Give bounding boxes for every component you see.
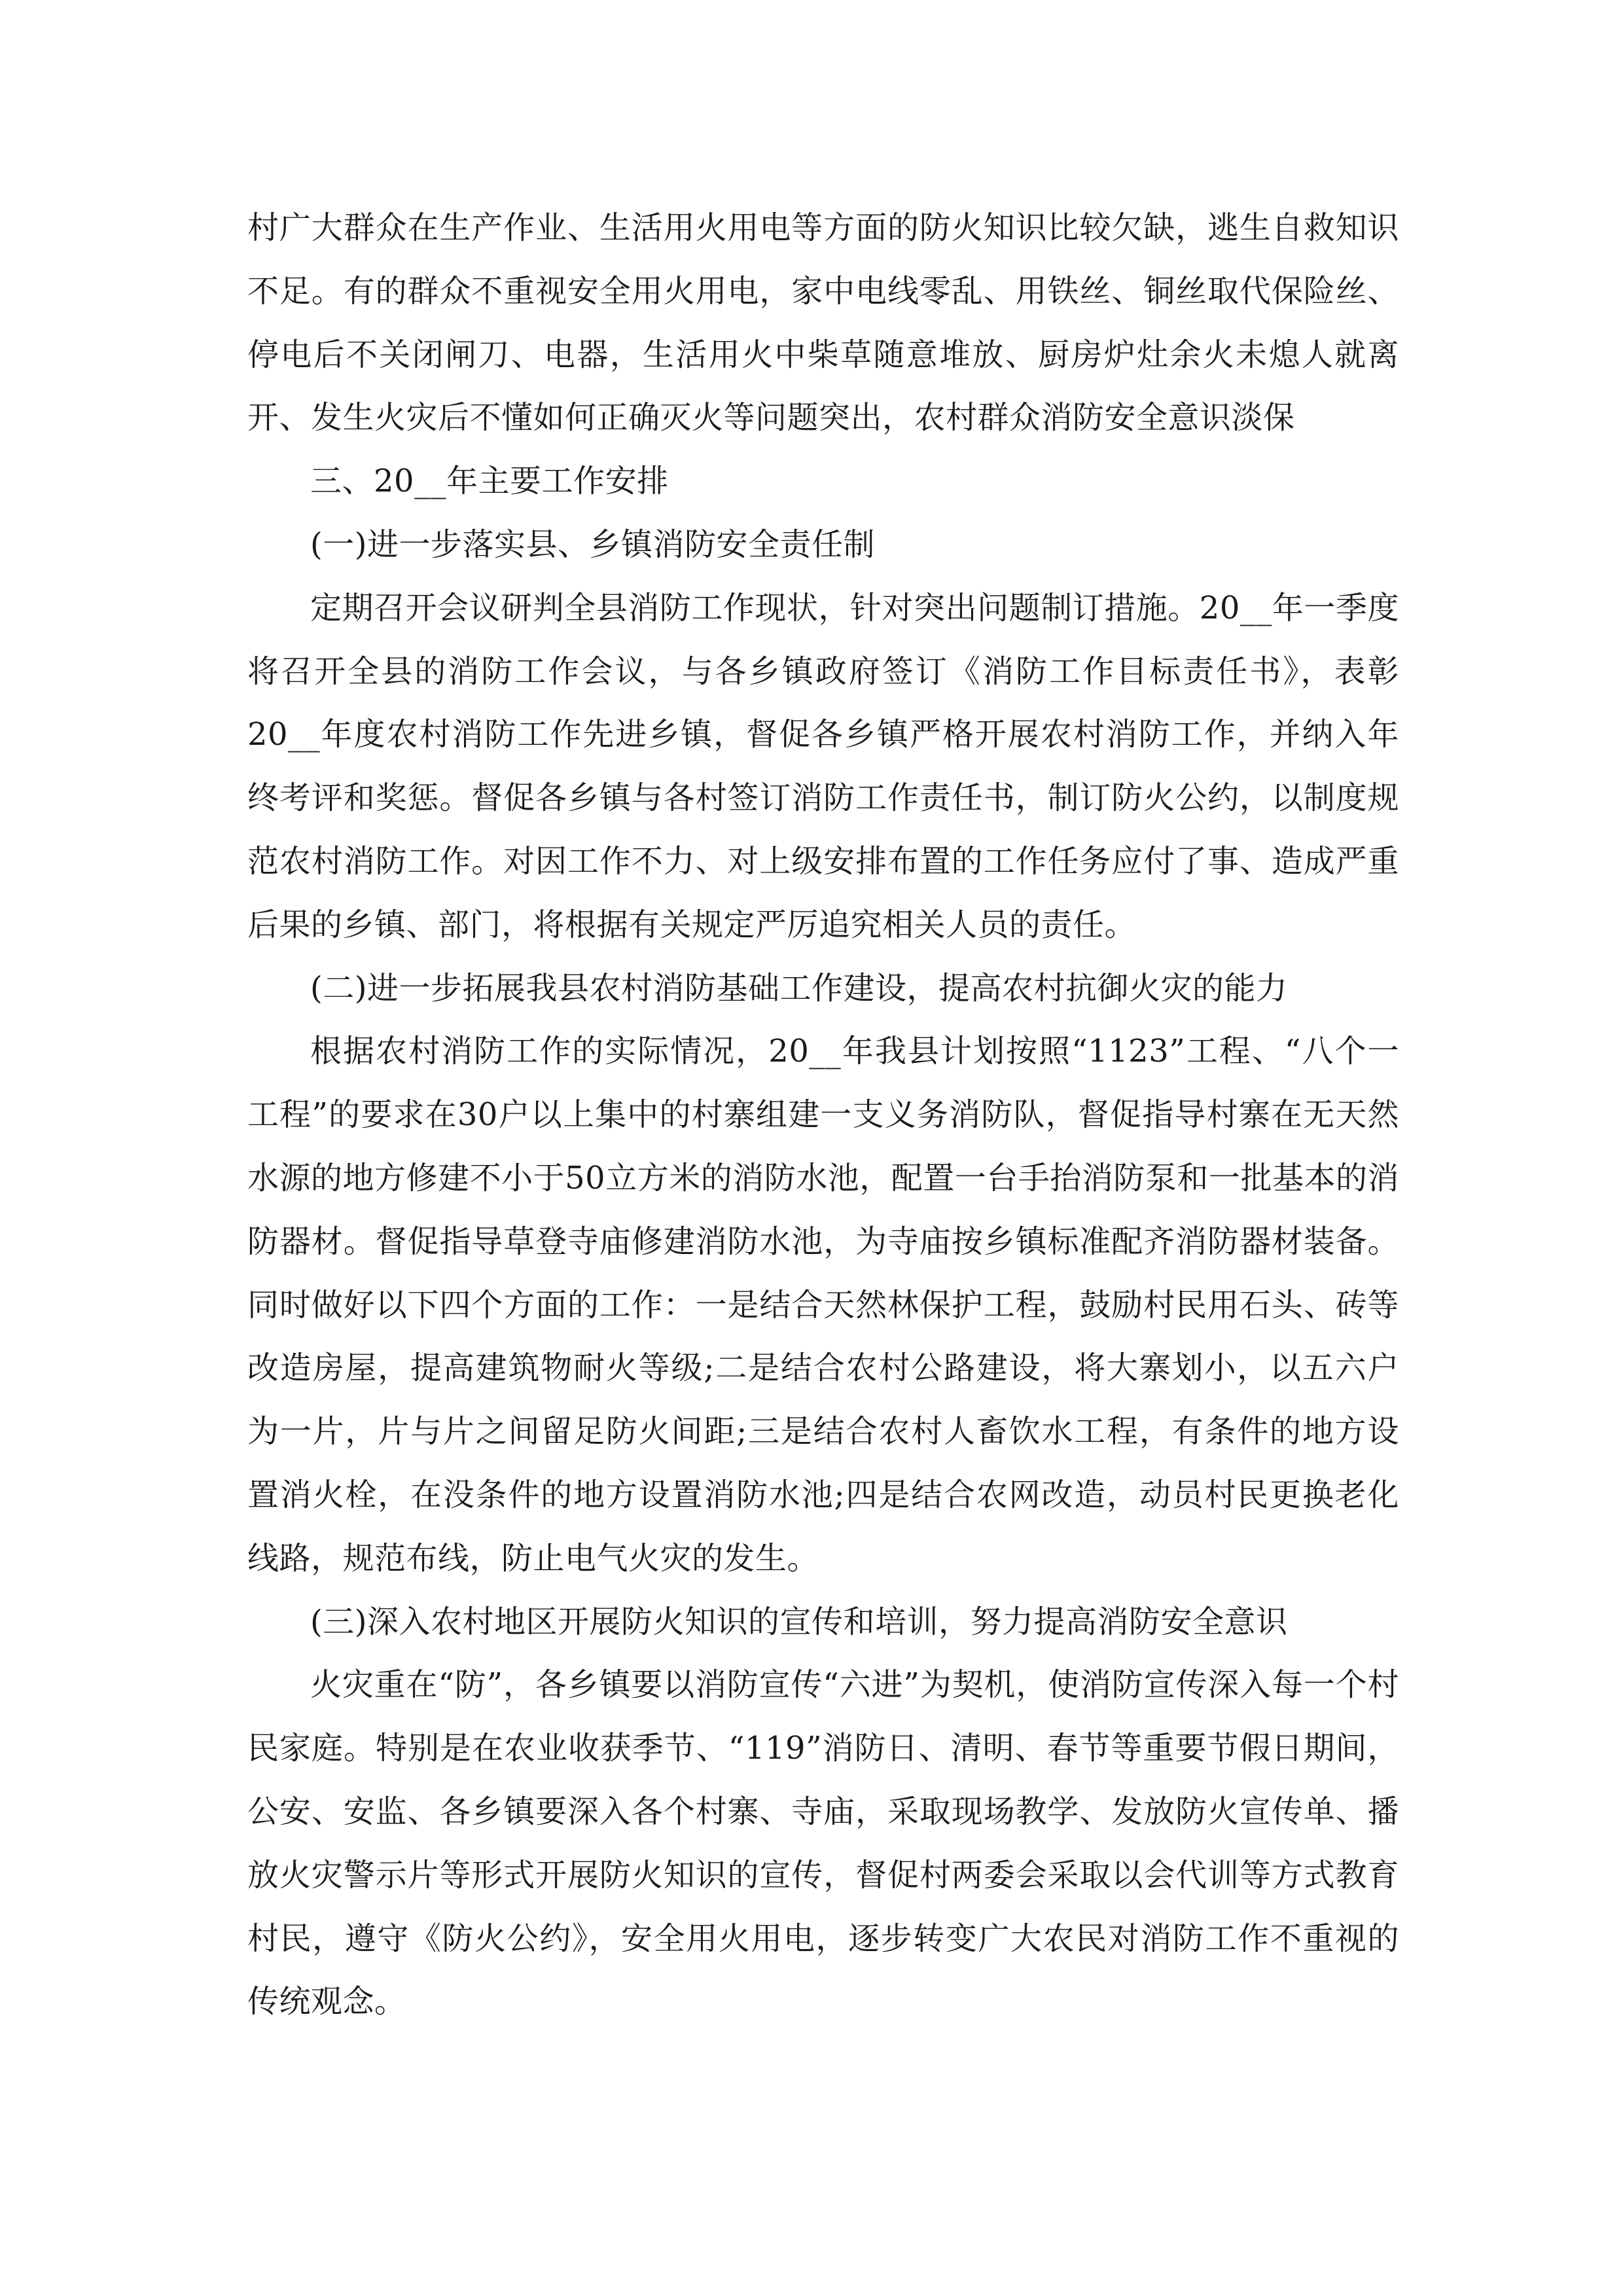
subheading-three: (三)深入农村地区开展防火知识的宣传和培训，努力提高消防安全意识 — [310, 1603, 1288, 1640]
paragraph-infrastructure: 根据农村消防工作的实际情况，20__年我县计划按照“1123”工程、“八个一工程”的要求在30户以上集中的村寨组建一支义务消防队，督促指导村寨在无天然水源的地方修建不小于50立方米的消防水池，配置一台手抬消防泵和一批基本的消防器材。督促指导草登寺庙修建消防水池，为寺庙按乡镇标准配齐消防器材装备。同时做好以下四个方面的工作：一是结合天然林保护工程，鼓励村民用石头、砖等改造房屋，提高建筑物耐火等级;二是结合农村公路建设，将大寨划小，以五六户为一片，片与片之间留足防火间距;三是结合农村人畜饮水工程，有条件的地方设置消火栓，在没条件的地方设置消防水池;四是结合农网改造，动员村民更换老化线路，规范布线，防止电气火灾的发生。 — [247, 1033, 1399, 1577]
paragraph-responsibility: 定期召开会议研判全县消防工作现状，针对突出问题制订措施。20__年一季度将召开全县的消防工作会议，与各乡镇政府签订《消防工作目标责任书》，表彰20__年度农村消防工作先进乡镇，督促各乡镇严格开展农村消防工作，并纳入年终考评和奖惩。督促各乡镇与各村签订消防工作责任书，制订防火公约，以制度规范农村消防工作。对因工作不力、对上级安排布置的工作任务应付了事、造成严重后果的乡镇、部门，将根据有关规定严厉追究相关人员的责任。 — [247, 589, 1399, 943]
document-body — [247, 196, 1399, 2034]
section-heading-three: 三、20__年主要工作安排 — [310, 463, 669, 500]
subheading-two: (二)进一步拓展我县农村消防基础工作建设，提高农村抗御火灾的能力 — [310, 969, 1288, 1007]
subheading-one: (一)进一步落实县、乡镇消防安全责任制 — [310, 526, 875, 563]
paragraph-continuation: 村广大群众在生产作业、生活用火用电等方面的防火知识比较欠缺，逃生自救知识不足。有的群众不重视安全用火用电，家中电线零乱、用铁丝、铜丝取代保险丝、停电后不关闭闸刀、电器，生活用火中柴草随意堆放、厨房炉灶余火未熄人就离开、发生火灾后不懂如何正确灭火等问题突出，农村群众消防安全意识淡保 — [247, 209, 1399, 437]
paragraph-publicity: 火灾重在“防”，各乡镇要以消防宣传“六进”为契机，使消防宣传深入每一个村民家庭。特别是在农业收获季节、“119”消防日、清明、春节等重要节假日期间，公安、安监、各乡镇要深入各个村寨、寺庙，采取现场教学、发放防火宣传单、播放火灾警示片等形式开展防火知识的宣传，督促村两委会采取以会代训等方式教育村民，遵守《防火公约》，安全用火用电，逐步转变广大农民对消防工作不重视的传统观念。 — [247, 1666, 1399, 2020]
